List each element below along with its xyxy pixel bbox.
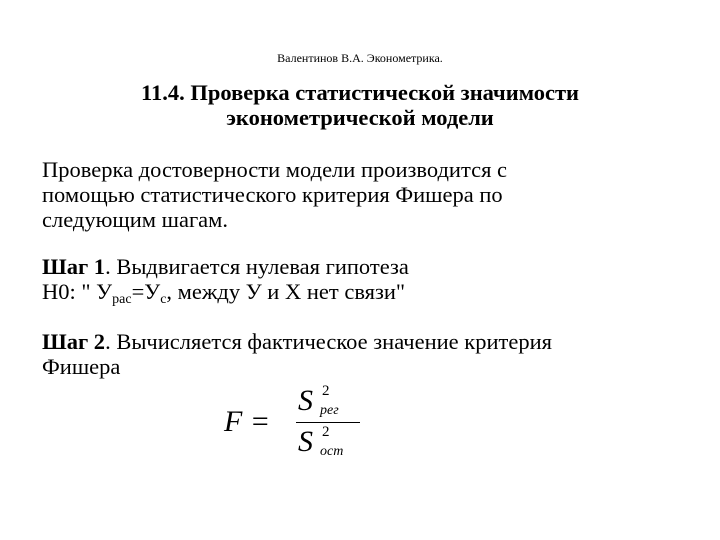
step-1-paragraph bbox=[42, 254, 409, 307]
step-2-paragraph bbox=[42, 329, 552, 379]
step-2-line-2: Фишера bbox=[42, 354, 121, 379]
step-2-text: . Вычисляется фактическое значение критерия bbox=[105, 329, 552, 354]
intro-line-3: следующим шагам. bbox=[42, 207, 229, 232]
section-title-line-1: 11.4. Проверка статистической значимости bbox=[141, 80, 579, 105]
fraction-bar bbox=[296, 422, 360, 423]
step-1-text: . Выдвигается нулевая гипотеза bbox=[105, 254, 409, 279]
numerator-variable: S bbox=[298, 384, 313, 417]
numerator-subscript: рег bbox=[320, 403, 339, 418]
section-title bbox=[0, 80, 720, 130]
intro-line-2: помощью статистического критерия Фишера по bbox=[42, 182, 503, 207]
h0-prefix: Н0: " У bbox=[42, 279, 113, 304]
numerator-exponent: 2 bbox=[322, 383, 330, 399]
formula-lhs: F = bbox=[224, 405, 271, 438]
intro-paragraph bbox=[42, 157, 507, 232]
h0-suffix: , между У и Х нет связи" bbox=[166, 279, 406, 304]
denominator-exponent: 2 bbox=[322, 424, 330, 440]
step-1-hypothesis bbox=[42, 279, 409, 307]
step-1-line-1 bbox=[42, 254, 409, 279]
running-header: Валентинов В.А. Эконометрика. bbox=[277, 51, 443, 65]
section-title-line-2: эконометрической модели bbox=[226, 105, 494, 130]
fisher-formula bbox=[224, 382, 374, 464]
denominator-subscript: ост bbox=[320, 444, 344, 459]
step-1-label: Шаг 1 bbox=[42, 254, 106, 279]
denominator-variable: S bbox=[298, 425, 313, 458]
h0-equals: =У bbox=[131, 279, 161, 304]
h0-subscript-rac: рас bbox=[112, 292, 132, 307]
h0-subscript-c: с bbox=[160, 292, 167, 307]
step-2-label: Шаг 2 bbox=[42, 329, 106, 354]
intro-line-1: Проверка достоверности модели производится с bbox=[42, 157, 508, 182]
step-2-line-1 bbox=[42, 329, 552, 354]
